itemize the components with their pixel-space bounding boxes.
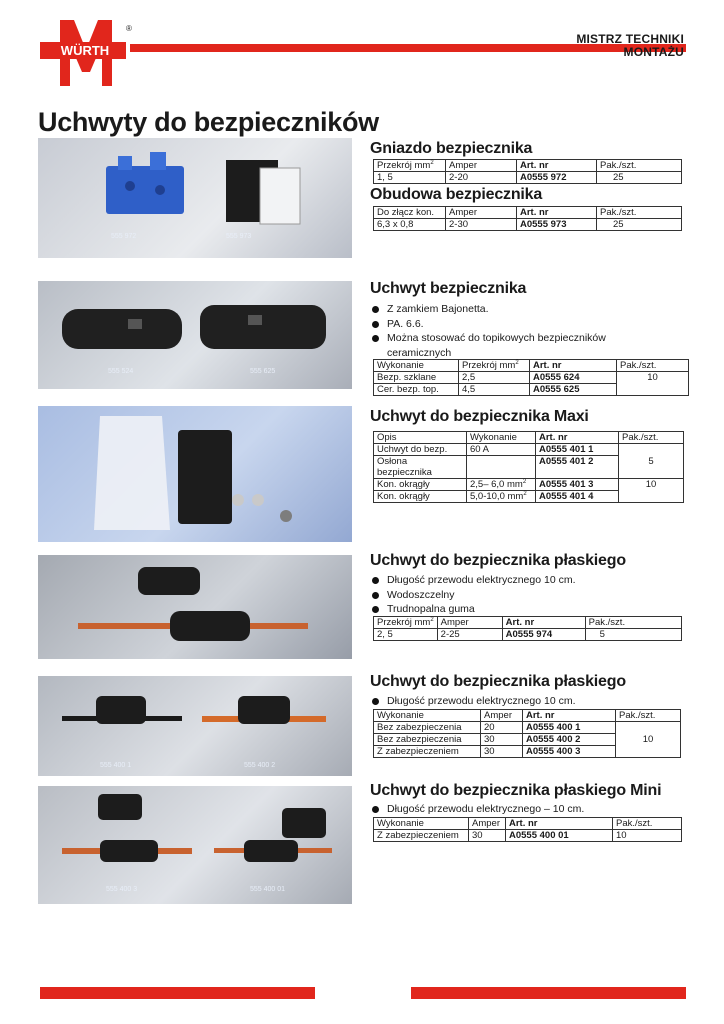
plaski1-table <box>373 616 682 641</box>
svg-text:WÜRTH: WÜRTH <box>60 43 110 58</box>
footer-bar-left <box>40 987 315 999</box>
section-title: Uchwyt do bezpiecznika Maxi <box>370 408 589 425</box>
photo-label: 555 973 <box>226 233 252 240</box>
table-header-row: Przekrój $mm^2$ Amper Art. nr Pak./szt. <box>374 617 682 629</box>
maxi-table <box>373 431 684 503</box>
list-item: Wodoszczelny <box>370 588 670 603</box>
table-row: Z zabezpieczeniem 30 A0555 400 3 <box>374 746 681 758</box>
table-row: 6,3 x 0,8 2-30 A0555 973 25 <box>374 219 682 231</box>
list-item: Długość przewodu elektrycznego 10 cm. <box>370 573 670 588</box>
footer-bar-right <box>411 987 686 999</box>
table-row: Kon. okrągły 5,0-10,0 $mm^2$ A0555 401 4 <box>374 491 684 503</box>
table-row: Uchwyt do bezp. 60 A A0555 401 1 5 <box>374 444 684 456</box>
product-photo-4 <box>38 555 352 659</box>
table-row: 2, 5 2-25 A0555 974 5 <box>374 629 682 641</box>
table-row: Kon. okrągły 2,5– 6,0 $mm^2$ A0555 401 3 10 <box>374 479 684 491</box>
photo-label: 555 625 <box>250 368 276 375</box>
list-item: Długość przewodu elektrycznego – 10 cm. <box>370 802 670 817</box>
section-title: Uchwyt do bezpiecznika płaskiego <box>370 552 626 569</box>
photo-label: 555 400 2 <box>244 762 276 769</box>
tagline-line2: MONTAŻU <box>623 45 684 59</box>
mini-table <box>373 817 682 842</box>
registered-mark: ® <box>126 24 132 33</box>
tagline-line1: MISTRZ TECHNIKI <box>576 32 684 46</box>
table-row: Cer. bezp. top. 4,5 A0555 625 <box>374 384 689 396</box>
obudowa-table <box>373 206 682 231</box>
table-header-row: Wykonanie Amper Art. nr Pak./szt. <box>374 818 682 830</box>
product-photo-5 <box>38 676 352 776</box>
table-header-row: Opis Wykonanie Art. nr Pak./szt. <box>374 432 684 444</box>
product-photo-1 <box>38 138 352 258</box>
section-title: Uchwyt do bezpiecznika płaskiego <box>370 673 626 690</box>
uchwyt-table <box>373 359 689 396</box>
product-photo-6 <box>38 786 352 904</box>
table-row: Bez zabezpieczenia 30 A0555 400 2 <box>374 734 681 746</box>
list-item: PA. 6.6. <box>370 317 660 332</box>
section-title: Obudowa bezpiecznika <box>370 186 543 203</box>
list-item: Długość przewodu elektrycznego 10 cm. <box>370 694 670 709</box>
bullet-list <box>370 802 670 817</box>
product-photo-2 <box>38 281 352 389</box>
plaski2-table <box>373 709 681 758</box>
section-title: Gniazdo bezpiecznika <box>370 140 533 157</box>
section-title: Uchwyt bezpiecznika <box>370 280 527 297</box>
list-item: Trudnopalna guma <box>370 602 670 617</box>
list-item: Można stosować do topikowych bezpieczników ceramicznych <box>370 331 660 360</box>
header-tagline <box>576 33 684 59</box>
photo-label: 555 400 1 <box>100 762 132 769</box>
list-item: Z zamkiem Bajonetta. <box>370 302 660 317</box>
bullet-list <box>370 302 660 360</box>
table-header-row: Wykonanie Przekrój $mm^2$ Art. nr Pak./szt. <box>374 360 689 372</box>
photo-label: 555 524 <box>108 368 134 375</box>
logo-bar-left <box>40 44 60 52</box>
gniazdo-table <box>373 159 682 184</box>
wurth-logo <box>40 20 130 86</box>
table-header-row: Przekrój $mm^2$ Amper Art. nr Pak./szt. <box>374 160 682 172</box>
table-row: Bez zabezpieczenia 20 A0555 400 1 10 <box>374 722 681 734</box>
photo-label: 555 972 <box>111 233 137 240</box>
photo-label: 555 400 3 <box>106 886 138 893</box>
table-header-row: Wykonanie Amper Art. nr Pak./szt. <box>374 710 681 722</box>
table-row: 1, 5 2-20 A0555 972 25 <box>374 172 682 184</box>
bullet-list <box>370 573 670 617</box>
section-title: Uchwyt do bezpiecznika płaskiego Mini <box>370 782 662 799</box>
product-photo-3 <box>38 406 352 542</box>
table-row: Osłona bezpiecznika A0555 401 2 <box>374 456 684 479</box>
photo-label: 555 400 01 <box>250 886 286 893</box>
page-title: Uchwyty do bezpieczników <box>38 107 379 137</box>
table-row: Bezp. szklane 2,5 A0555 624 10 <box>374 372 689 384</box>
table-header-row: Do złącz kon. Amper Art. nr Pak./szt. <box>374 207 682 219</box>
bullet-list <box>370 694 670 709</box>
table-row: Z zabezpieczeniem 30 A0555 400 01 10 <box>374 830 682 842</box>
